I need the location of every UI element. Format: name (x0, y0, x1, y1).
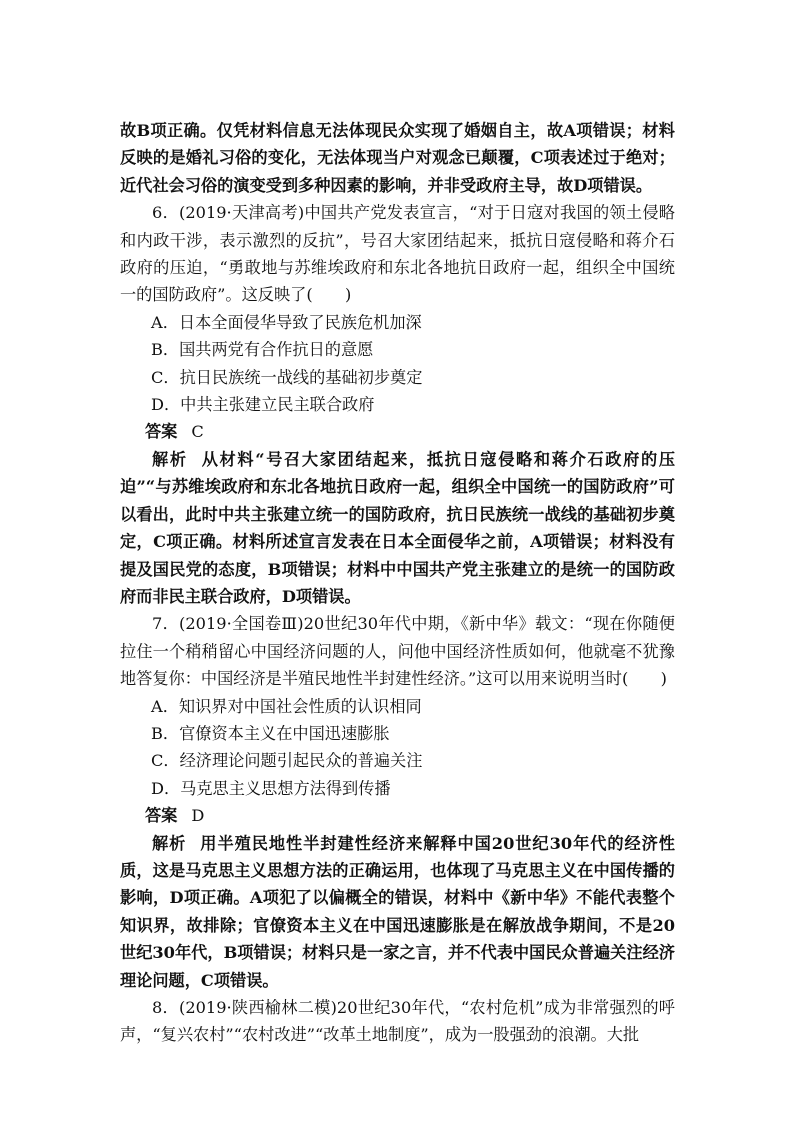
option-c: C．抗日民族统一战线的基础初步奠定 (151, 367, 423, 387)
analysis-paragraph (120, 830, 675, 994)
previous-analysis-continuation: 故B项正确。仅凭材料信息无法体现民众实现了婚姻自主，故A项错误；材料反映的是婚礼习俗的变化，无法体现当户对观念已颠覆，C项表述过于绝对；近代社会习俗的演变受到多种因素的影响，并非受政府主导，故D项错误。 (120, 121, 675, 195)
analysis-text: 用半殖民地性半封建性经济来解释中国20世纪30年代的经济性质，这是马克思主义思想方法的正确运用，也体现了马克思主义在中国传播的影响，D项正确。A项犯了以偏概全的错误，材料中《新中华》不能代表整个知识界，故排除；官僚资本主义在中国迅速膨胀是在解放战争期间，不是20世纪30年代，B项错误；材料只是一家之言，并不代表中国民众普遍关注经济理论问题，C项错误。 (120, 833, 675, 990)
answer-value: D (191, 806, 205, 826)
analysis-text: 从材料“号召大家团结起来，抵抗日寇侵略和蒋介石政府的压迫”“与苏维埃政府和东北各地抗日政府一起，组织全中国统一的国防政府”可以看出，此时中共主张建立统一的国防政府，抗日民族统一战线的基础初步奠定，C项正确。材料所述宣言发表在日本全面侵华之前，A项错误；材料没有提及国民党的态度，B项错误；材料中中国共产党主张建立的是统一的国防政府而非民主联合政府，D项错误。 (120, 449, 676, 606)
question-8-stem: 8．(2019·陕西榆林二模)20世纪30年代，“农村危机”成为非常强烈的呼声，“复兴农村”“农村改进”“改革土地制度”，成为一股强劲的浪潮。大批 (120, 998, 675, 1045)
answer-label: 答案 (145, 422, 178, 442)
answer-line (120, 418, 675, 445)
answer-line (120, 802, 675, 829)
question-stem: 7．(2019·全国卷Ⅲ)20世纪30年代中期，《新中华》载文：“现在你随便拉住一个稍稍留心中国经济问题的人，问他中国经济性质如何，他就毫不犹豫地答复你：中国经济是半殖民地性半封建性经济。”这可以用来说明当时( ) (120, 614, 675, 689)
option-d: D．马克思主义思想方法得到传播 (151, 778, 391, 798)
answer-label: 答案 (145, 806, 178, 826)
question-stem: 6．(2019·天津高考)中国共产党发表宣言，“对于日寇对我国的领土侵略和内政干涉，表示激烈的反抗”，号召大家团结起来，抵抗日寇侵略和蒋介石政府的压迫，“勇敢地与苏维埃政府和东北各地抗日政府一起，组织全中国统一的国防政府”。这反映了( ) (120, 203, 675, 305)
document-body (120, 117, 675, 1049)
option-d: D．中共主张建立民主联合政府 (151, 395, 375, 415)
analysis-label: 解析 (152, 449, 188, 469)
option-c: C．经济理论问题引起民众的普遍关注 (151, 751, 423, 771)
answer-value: C (191, 422, 204, 442)
analysis-paragraph (120, 446, 675, 610)
question-7 (120, 610, 675, 994)
option-b: B．国共两党有合作抗日的意愿 (151, 340, 374, 360)
question-6 (120, 199, 675, 610)
analysis-label: 解析 (152, 833, 187, 853)
option-b: B．官僚资本主义在中国迅速膨胀 (151, 723, 390, 743)
option-a: A．日本全面侵华导致了民族危机加深 (151, 312, 422, 332)
option-a: A．知识界对中国社会性质的认识相同 (151, 696, 422, 716)
